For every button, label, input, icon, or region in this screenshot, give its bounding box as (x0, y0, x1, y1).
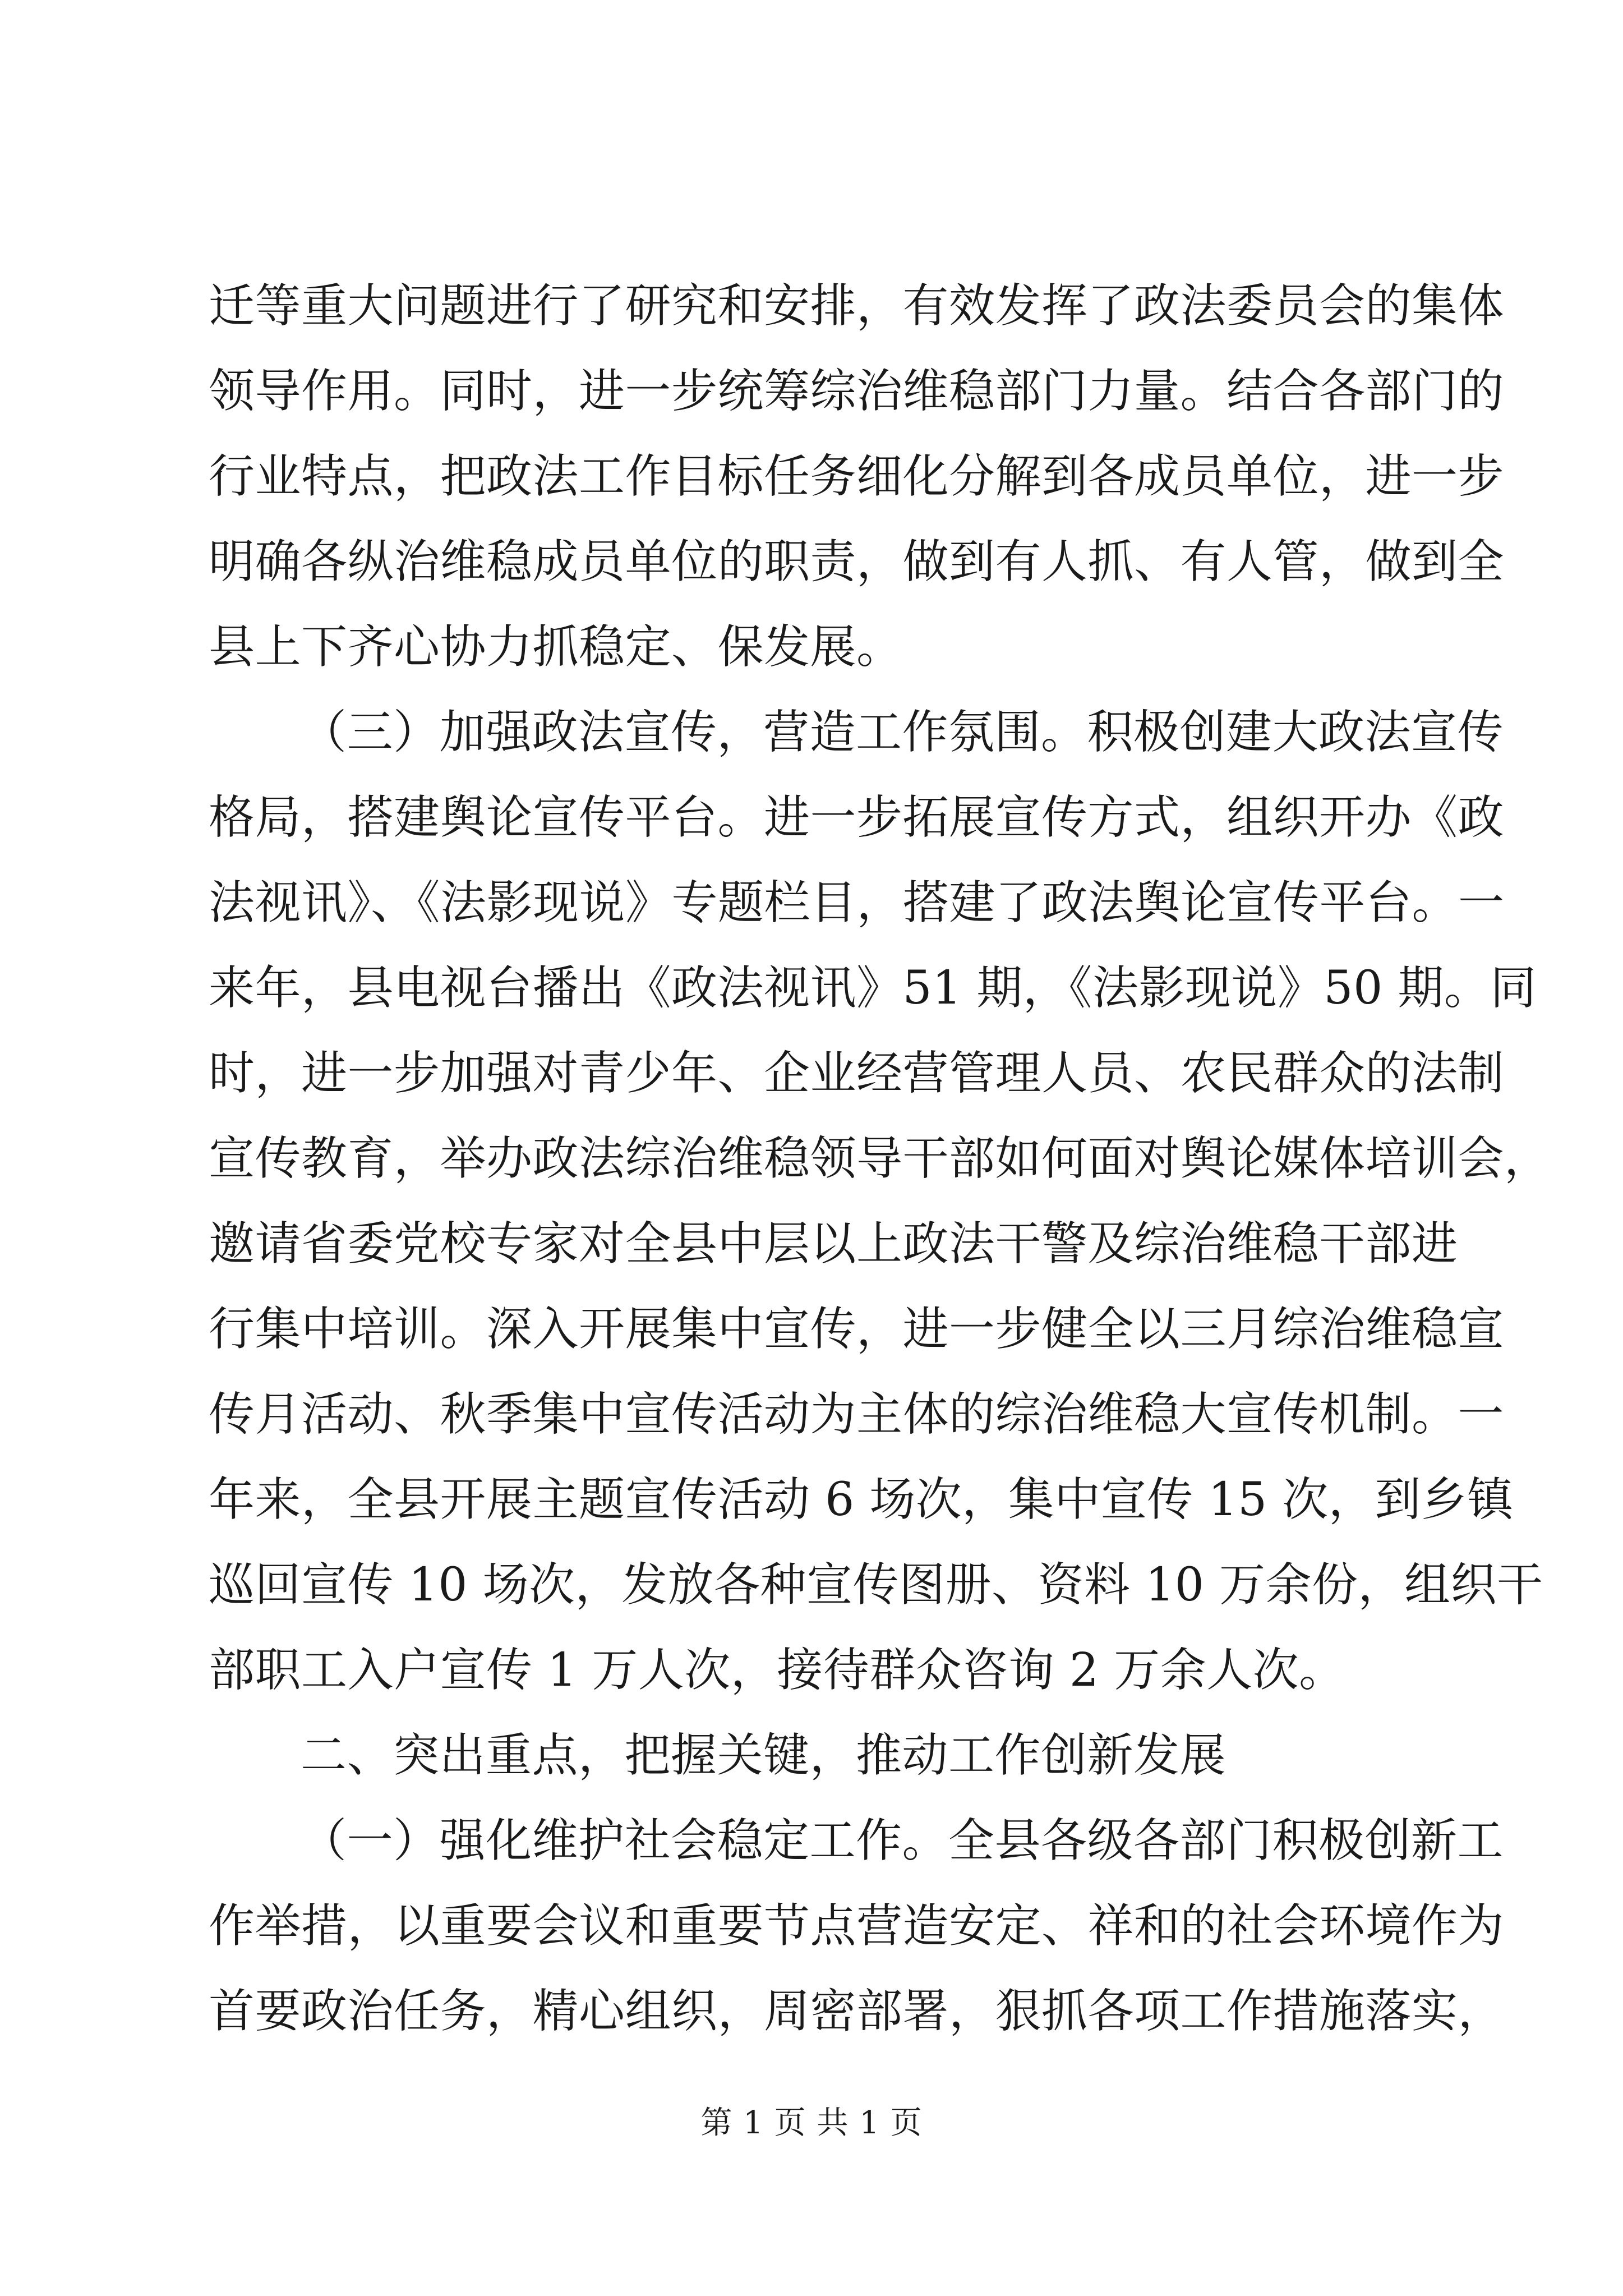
section-heading-line: （三）加强政法宣传，营造工作氛围。积极创建大政法宣传 (301, 706, 1504, 759)
section-heading-line: （一）强化维护社会稳定工作。全县各级各部门积极创新工 (301, 1814, 1504, 1867)
text-line: 邀请省委党校专家对全县中层以上政法干警及综治维稳干部进 (209, 1217, 1458, 1271)
text-line: 年来，全县开展主题宣传活动 6 场次，集中宣传 15 次，到乡镇 (209, 1473, 1514, 1526)
page-footer: 第 1 页 共 1 页 (700, 2105, 923, 2141)
text-line: 法视讯》、《法影现说》专题栏目，搭建了政法舆论宣传平台。一 (209, 876, 1505, 930)
text-line: 行集中培训。深入开展集中宣传，进一步健全以三月综治维稳宣 (209, 1303, 1505, 1356)
text-line: 县上下齐心协力抓稳定、保发展。 (209, 620, 903, 674)
text-line: 明确各纵治维稳成员单位的职责，做到有人抓、有人管，做到全 (209, 535, 1505, 588)
text-line: 领导作用。同时，进一步统筹综治维稳部门力量。结合各部门的 (209, 365, 1505, 418)
text-line: 宣传教育，举办政法综治维稳领导干部如何面对舆论媒体培训会， (209, 1132, 1551, 1185)
text-line: 作举措，以重要会议和重要节点营造安定、祥和的社会环境作为 (209, 1899, 1505, 1953)
document-body (209, 264, 1551, 2054)
text-line: 部职工入户宣传 1 万人次，接待群众咨询 2 万余人次。 (209, 1644, 1345, 1697)
text-line: 巡回宣传 10 场次，发放各种宣传图册、资料 10 万余份，组织干 (209, 1558, 1543, 1612)
text-line: 首要政治任务，精心组织，周密部署，狠抓各项工作措施落实， (209, 1985, 1505, 2038)
text-line: 传月活动、秋季集中宣传活动为主体的综治维稳大宣传机制。一 (209, 1388, 1505, 1441)
chapter-heading-line: 二、突出重点，把握关键，推动工作创新发展 (301, 1729, 1227, 1782)
text-line: 格局，搭建舆论宣传平台。进一步拓展宣传方式，组织开办《政 (209, 791, 1505, 844)
text-line: 时，进一步加强对青少年、企业经营管理人员、农民群众的法制 (209, 1047, 1505, 1100)
text-line: 行业特点，把政法工作目标任务细化分解到各成员单位，进一步 (209, 450, 1505, 503)
text-line: 迁等重大问题进行了研究和安排，有效发挥了政法委员会的集体 (209, 279, 1505, 333)
text-line: 来年，县电视台播出《政法视讯》51 期，《法影现说》50 期。同 (209, 961, 1537, 1015)
